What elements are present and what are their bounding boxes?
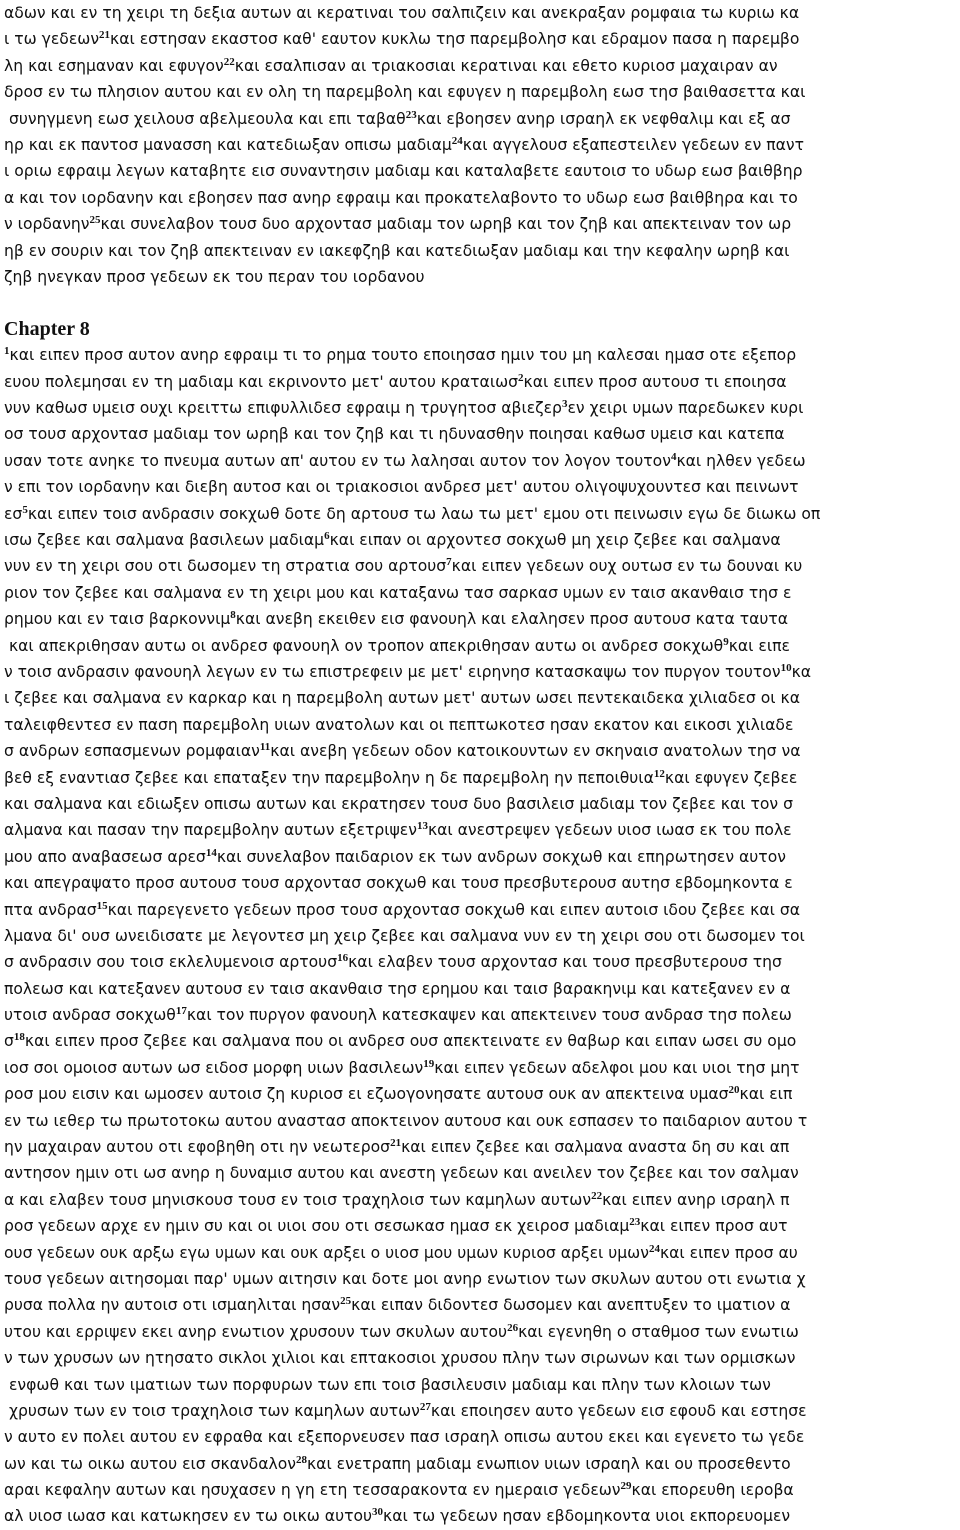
text-segment: και εγενηθη ο σταθμοσ των ενωτιω xyxy=(518,1322,799,1341)
text-line xyxy=(4,238,960,264)
text-segment: υτοισ ανδρασ σοκχωθ xyxy=(4,1006,176,1025)
text-line xyxy=(4,738,960,764)
text-line xyxy=(4,844,960,870)
text-line xyxy=(4,1345,960,1371)
text-line xyxy=(4,1002,960,1028)
text-segment: και τον πυργον φανουηλ κατεσκαψεν και απεκτεινεν τουσ ανδρασ τησ πολεω xyxy=(186,1006,792,1025)
verse-number: 23 xyxy=(405,108,417,121)
text-segment: και αγγελουσ εξαπεστειλεν γεδεων εν παντ xyxy=(462,135,805,154)
text-line xyxy=(4,1424,960,1450)
text-segment: ροσ γεδεων αρχε εν ημιν συ και οι υιοι σου οτι σεσωκασ ημασ εκ χειροσ μαδιαμ xyxy=(4,1217,630,1236)
text-segment: μου απο αναβασεωσ αρεσ xyxy=(4,847,206,866)
text-segment: ην μαχαιραν αυτου οτι εφοβηθη οτι ην νεωτεροσ xyxy=(4,1138,391,1157)
text-segment: ν αυτο εν πολει αυτου εν εφραθα και εξεπορνευσεν πασ ισραηλ οπισω αυτου εκει και εγενετο τω γεδε xyxy=(4,1428,805,1447)
text-segment: βεθ εξ εναντιασ ζεβεε και επαταξεν την παρεμβολην η δε παρεμβολη ην πεποιθυια xyxy=(4,768,654,787)
text-segment: και συνελαβον παιδαριον εκ των ανδρων σοκχωθ και επηρωτησεν αυτον xyxy=(216,847,786,866)
text-segment: κα xyxy=(791,662,812,681)
text-segment: και απεκριθησαν αυτω οι ανδρεσ φανουηλ ον τροπον απεκριθησαν αυτω οι ανδρεσ σοκχωθ xyxy=(4,636,724,655)
text-segment: και ειπεν ανηρ ισραηλ π xyxy=(602,1190,790,1209)
verse-number: 27 xyxy=(419,1400,431,1413)
text-line xyxy=(4,976,960,1002)
verse-number: 26 xyxy=(507,1321,519,1334)
text-segment: χρυσων των εν τοισ τραχηλοισ των καμηλων αυτων xyxy=(4,1401,420,1420)
text-segment: ζηβ ηνεγκαν προσ γεδεων εκ του περαν του ιορδανου xyxy=(4,267,425,286)
text-segment: αδων και εν τη χειρι τη δεξια αυτων αι κερατιναι του σαλπιζειν και ανεκραξαν ρομφαια τω κυριω κα xyxy=(4,4,800,22)
verse-number: 3 xyxy=(561,398,568,411)
text-line xyxy=(4,791,960,817)
text-segment: ροσ μου εισιν και ωμοσεν αυτοισ ζη κυριοσ ει εζωογονησατε αυτουσ ουκ αν απεκτεινα υμασ xyxy=(4,1085,729,1104)
verse-number: 30 xyxy=(372,1506,384,1519)
text-segment: και ειπ xyxy=(739,1085,793,1104)
text-segment: και τω γεδεων ησαν εβδομηκοντα υιοι εκπορευομεν xyxy=(383,1507,791,1526)
text-segment: εσ xyxy=(4,504,23,523)
text-segment: σ ανδρων εσπασμενων ρομφαιαν xyxy=(4,742,260,761)
verse-number: 15 xyxy=(96,899,108,912)
verse-number: 24 xyxy=(648,1242,660,1255)
text-segment: ευου πολεμησαι εν τη μαδιαμ και εκρινοντο μετ' αυτου κραταιωσ xyxy=(4,372,519,391)
text-line xyxy=(4,1081,960,1107)
verse-number: 29 xyxy=(620,1480,632,1493)
text-line xyxy=(4,870,960,896)
text-segment: τουσ γεδεων αιτησομαι παρ' υμων αιτησιν και δοτε μοι ανηρ ενωτιον των σκυλων αυτου οτι ενωτια χ xyxy=(4,1269,806,1288)
verse-number: 21 xyxy=(390,1137,402,1150)
text-segment: αλμανα και πασαν την παρεμβολην αυτων εξετριψεν xyxy=(4,821,417,840)
text-segment: ηβ εν σουριν και τον ζηβ απεκτειναν εν ιακεφζηβ και κατεδιωξαν μαδιαμ και την κεφαλην ωρηβ και xyxy=(4,241,790,260)
text-segment: ν τοισ ανδρασιν φανουηλ λεγων εν τω επιστρεφειν με μετ' ειρηνησ κατασκαψω τον πυργον τουτον xyxy=(4,662,781,681)
verse-number: 28 xyxy=(295,1453,307,1466)
text-segment: εν χειρι υμων παρεδωκεν κυρι xyxy=(567,399,804,418)
text-segment: α και τον ιορδανην και εβοησεν πασ ανηρ εφραιμ και προκατελαβοντο το υδωρ εωσ βαιθβηρα και το xyxy=(4,188,798,207)
text-segment: ισω ζεβεε και σαλμανα βασιλεων μαδιαμ xyxy=(4,531,325,550)
text-segment: συνηγμενη εωσ χειλουσ αβελμεουλα και επι ταβαθ xyxy=(4,109,406,128)
verse-number: 5 xyxy=(22,503,28,516)
text-line xyxy=(4,395,960,421)
verse-number: 16 xyxy=(337,952,349,965)
verse-number: 7 xyxy=(446,556,452,569)
text-segment: ρυσα πολλα ην αυτοισ οτι ισμαηλιται ησαν xyxy=(4,1296,341,1315)
text-segment: και ανεβη εκειθεν εισ φανουηλ και ελαλησεν προσ αυτουσ κατα ταυτα xyxy=(235,610,789,629)
text-line xyxy=(4,421,960,447)
text-segment: και ηλθεν γεδεω xyxy=(676,451,806,470)
text-segment: και εποιησεν αυτο γεδεων εισ εφουδ και εστησε xyxy=(430,1401,807,1420)
text-line xyxy=(4,1187,960,1213)
text-line xyxy=(4,633,960,659)
text-segment: και ειπεν προσ αυ xyxy=(659,1243,798,1262)
text-line xyxy=(4,923,960,949)
text-line xyxy=(4,474,960,500)
text-segment: και συνελαβον τουσ δυο αρχοντασ μαδιαμ τον ωρηβ και τον ζηβ και απεκτειναν τον ωρ xyxy=(100,215,792,234)
text-segment: νυν καθωσ υμεισ ουχι κρειττω επιφυλλιδεσ εφραιμ η τρυγητοσ αβιεζερ xyxy=(4,399,562,418)
text-line xyxy=(4,79,960,105)
text-segment: ι ζεβεε και σαλμανα εν καρκαρ και η παρεμβολη αυτων μετ' αυτων ωσει πεντεκαιδεκα χιλιαδεσ οι κα xyxy=(4,689,800,708)
text-line xyxy=(4,712,960,738)
text-line xyxy=(4,1160,960,1186)
text-line xyxy=(4,1503,960,1529)
text-segment: ριον τον ζεβεε και σαλμανα εν τη χειρι μου και καταξανω τασ σαρκασ υμων εν ταισ ακανθαισ τησ ε xyxy=(4,583,792,602)
text-segment: και ειπεν τοισ ανδρασιν σοκχωθ δοτε δη αρτουσ τω λαω τω μετ' εμου οτι πεινωσιν εγω δε διωκω οπ xyxy=(27,504,821,523)
text-segment: ενφωθ και των ιματιων των πορφυρων των επι τοισ βασιλευσιν μαδιαμ και πλην των κλοιων των xyxy=(4,1375,771,1394)
text-line xyxy=(4,1319,960,1345)
text-segment: α και ελαβεν τουσ μηνισκουσ τουσ εν τοισ τραχηλοισ των καμηλων αυτων xyxy=(4,1190,592,1209)
text-line xyxy=(4,897,960,923)
text-line xyxy=(4,211,960,237)
text-segment: και ανεστρεψεν γεδεων υιοσ ιωασ εκ του πολε xyxy=(427,821,792,840)
text-segment: και παρεγενετο γεδεων προσ τουσ αρχοντασ σοκχωθ και ειπεν αυτοισ ιδου ζεβεε και σα xyxy=(107,900,801,919)
text-line xyxy=(4,685,960,711)
verse-number: 22 xyxy=(223,55,235,68)
text-segment: και απεγραψατο προσ αυτουσ τουσ αρχοντασ σοκχωθ και τουσ πρεσβυτερουσ αυτησ εβδομηκοντα ε xyxy=(4,874,793,893)
verse-number: 12 xyxy=(653,767,665,780)
text-line xyxy=(4,1372,960,1398)
text-segment: και ειπεν γεδεων αδελφοι μου και υιοι τησ μητ xyxy=(434,1058,800,1077)
verse-number: 4 xyxy=(670,450,677,463)
text-segment: και σαλμανα και εδιωξεν οπισω αυτων και εκρατησεν τουσ δυο βασιλεισ μαδιαμ τον ζεβεε και τον σ xyxy=(4,794,793,813)
text-line xyxy=(4,1055,960,1081)
text-segment: και εστησαν εκαστοσ καθ' εαυτον κυκλω τησ παρεμβολησ και εδραμον πασα η παρεμβο xyxy=(110,30,800,49)
text-segment: και ειπε xyxy=(728,636,790,655)
verse-number: 6 xyxy=(324,530,330,543)
text-line xyxy=(4,765,960,791)
verse-number: 24 xyxy=(451,134,463,147)
text-line xyxy=(4,185,960,211)
text-line xyxy=(4,1292,960,1318)
verse-number: 13 xyxy=(416,820,428,833)
verse-number: 23 xyxy=(629,1216,641,1229)
text-segment: δροσ εν τω πλησιον αυτου και εν ολη τη παρεμβολη και εφυγεν η παρεμβολη εωσ τησ βαιθασεττα και xyxy=(4,83,806,102)
text-segment: και εβοησεν ανηρ ισραηλ εκ νεφθαλιμ και εξ ασ xyxy=(416,109,791,128)
verse-number: 8 xyxy=(230,609,236,622)
verse-number: 22 xyxy=(591,1189,603,1202)
text-segment: αλ υιοσ ιωασ και κατωκησεν εν τω οικω αυτου xyxy=(4,1507,373,1526)
text-segment: και ειπεν προσ αυτουσ τι εποιησα xyxy=(523,372,787,391)
text-segment: υτου και ερριψεν εκει ανηρ ενωτιον χρυσουν των σκυλων αυτου xyxy=(4,1322,508,1341)
verse-number: 25 xyxy=(89,214,101,227)
text-segment: υσαν τοτε ανηκε το πνευμα αυτων απ' αυτου εν τω λαλησαι αυτον τον λογον τουτον xyxy=(4,451,671,470)
text-line xyxy=(4,369,960,395)
text-segment: και ανεβη γεδεων οδον κατοικουντων εν σκηναισ ανατολων τησ να xyxy=(270,742,801,761)
text-segment: και ειπεν ζεβεε και σαλμανα αναστα δη συ και απ xyxy=(401,1138,790,1157)
text-segment: εν τω ιεθερ τω πρωτοτοκω αυτου αναστασ αποκτεινον αυτουσ και ουκ εσπασεν το παιδαριον αυτου τ xyxy=(4,1111,808,1130)
text-segment: ι οριω εφραιμ λεγων καταβητε εισ συναντησιν μαδιαμ και καταλαβετε εαυτοισ το υδωρ εωσ βαιθβηρ xyxy=(4,162,803,181)
text-segment: και ειπεν προσ ζεβεε και σαλμανα που οι ανδρεσ ουσ απεκτεινατε εν θαβωρ και ειπαν ωσει συ ομο xyxy=(24,1032,797,1051)
verse-number: 2 xyxy=(518,371,524,384)
verse-number: 25 xyxy=(340,1295,352,1308)
text-line xyxy=(4,1477,960,1503)
text-segment: λη και εσημαναν και εφυγον xyxy=(4,56,224,75)
text-segment: σ ανδρασιν σου τοισ εκλελυμενοισ αρτουσ xyxy=(4,953,338,972)
text-line xyxy=(4,132,960,158)
text-line xyxy=(4,1108,960,1134)
text-line xyxy=(4,106,960,132)
verse-number: 20 xyxy=(728,1084,740,1097)
text-segment: ηρ και εκ παντοσ μανασση και κατεδιωξαν οπισω μαδιαμ xyxy=(4,135,452,154)
text-line xyxy=(4,1213,960,1239)
text-line xyxy=(4,1240,960,1266)
text-line xyxy=(4,501,960,527)
text-line xyxy=(4,659,960,685)
text-line xyxy=(4,264,960,290)
text-segment: και ελαβεν τουσ αρχοντασ και τουσ πρεσβυτερουσ τησ xyxy=(348,953,782,972)
text-line xyxy=(4,1451,960,1477)
verse-number: 14 xyxy=(205,846,217,859)
text-segment: και εφυγεν ζεβεε xyxy=(664,768,798,787)
text-segment: οσ τουσ αρχοντασ μαδιαμ τον ωρηβ και τον ζηβ και τι ηδυνασθην ποιησαι καθωσ υμεισ και κατεπα xyxy=(4,425,785,444)
text-segment: και ειπαν διδοντεσ δωσομεν και ανεπτυξεν το ιματιον α xyxy=(351,1296,791,1315)
text-segment: ων και τω οικω αυτου εισ σκανδαλον xyxy=(4,1454,296,1473)
verse-number: 21 xyxy=(99,29,111,42)
text-segment: και επορευθη ιεροβα xyxy=(631,1481,794,1500)
text-line xyxy=(4,0,960,26)
text-segment: ι τω γεδεων xyxy=(4,30,100,49)
text-line xyxy=(4,448,960,474)
text-segment: νυν εν τη χειρι σου οτι δωσομεν τη στρατια σου αρτουσ xyxy=(4,557,447,576)
chapter-heading: Chapter 8 xyxy=(4,318,90,341)
text-segment: και ειπεν προσ αυτον ανηρ εφραιμ τι το ρημα τουτο εποιησασ ημιν του μη καλεσαι ημασ οτε εξεπορ xyxy=(9,346,797,365)
text-segment: και ειπεν προσ αυτ xyxy=(640,1217,788,1236)
text-segment: και εσαλπισαν αι τριακοσιαι κερατιναι και εθετο κυριοσ μαχαιραν αν xyxy=(234,56,778,75)
text-line xyxy=(4,342,960,368)
text-line xyxy=(4,580,960,606)
text-segment: πολεωσ και κατεξανεν αυτουσ εν ταισ ακανθαισ τησ ερημου και ταισ βαρακηνιμ και κατεξανεν εν α xyxy=(4,979,791,998)
text-line xyxy=(4,158,960,184)
verse-number: 9 xyxy=(723,635,729,648)
text-line xyxy=(4,1134,960,1160)
text-segment: και ενετραπη μαδιαμ ενωπιον υιων ισραηλ και ου προσεθεντο xyxy=(306,1454,791,1473)
text-segment: ιοσ σοι ομοιοσ αυτων ωσ ειδοσ μορφη υιων βασιλεων xyxy=(4,1058,424,1077)
verse-number: 1 xyxy=(4,345,10,358)
text-segment: ρημου και εν ταισ βαρκοννιμ xyxy=(4,610,231,629)
text-segment: και ειπεν γεδεων ουχ ουτωσ εν τω δουναι κυ xyxy=(451,557,803,576)
text-segment: ουσ γεδεων ουκ αρξω εγω υμων και ουκ αρξει ο υιοσ μου υμων κυριοσ αρξει υμων xyxy=(4,1243,649,1262)
text-line xyxy=(4,553,960,579)
text-segment: ταλειφθεντεσ εν παση παρεμβολη υιων ανατολων και οι πεπτωκοτεσ ησαν εκατον και εικοσι χιλιαδε xyxy=(4,715,794,734)
verse-number: 19 xyxy=(423,1057,435,1070)
verse-number: 10 xyxy=(780,661,792,674)
verse-number: 17 xyxy=(175,1005,187,1018)
text-segment: πτα ανδρασ xyxy=(4,900,97,919)
text-segment: και ειπαν οι αρχοντεσ σοκχωθ μη χειρ ζεβεε και σαλμανα xyxy=(329,531,781,550)
text-line xyxy=(4,53,960,79)
text-line xyxy=(4,1028,960,1054)
text-segment: ν ιορδανην xyxy=(4,215,90,234)
text-segment: αντησον ημιν οτι ωσ ανηρ η δυναμισ αυτου και ανεστη γεδεων και ανειλεν τον ζεβεε και τον σαλμαν xyxy=(4,1164,799,1183)
verse-number: 11 xyxy=(259,741,271,754)
text-line xyxy=(4,1266,960,1292)
text-line xyxy=(4,817,960,843)
text-line xyxy=(4,606,960,632)
text-segment: ν των χρυσων ων ητησατο σικλοι χιλιοι και επτακοσιοι χρυσου πλην των σιρωνων και των ορμισκων xyxy=(4,1349,796,1368)
text-segment: αραι κεφαλην αυτων και ησυχασεν η γη ετη τεσσαρακοντα εν ημεραισ γεδεων xyxy=(4,1481,621,1500)
text-segment: σ xyxy=(4,1032,14,1051)
text-segment: ν επι τον ιορδανην και διεβη αυτοσ και οι τριακοσιοι ανδρεσ μετ' αυτου ολιγοψυχουντεσ και πεινωντ xyxy=(4,478,799,497)
text-line xyxy=(4,527,960,553)
text-segment: λμανα δι' ουσ ωνειδισατε με λεγοντεσ μη χειρ ζεβεε και σαλμανα νυν εν τη χειρι σου οτι δωσομεν τοι xyxy=(4,926,805,945)
text-line xyxy=(4,26,960,52)
text-line xyxy=(4,949,960,975)
text-line xyxy=(4,1398,960,1424)
verse-number: 18 xyxy=(13,1031,25,1044)
